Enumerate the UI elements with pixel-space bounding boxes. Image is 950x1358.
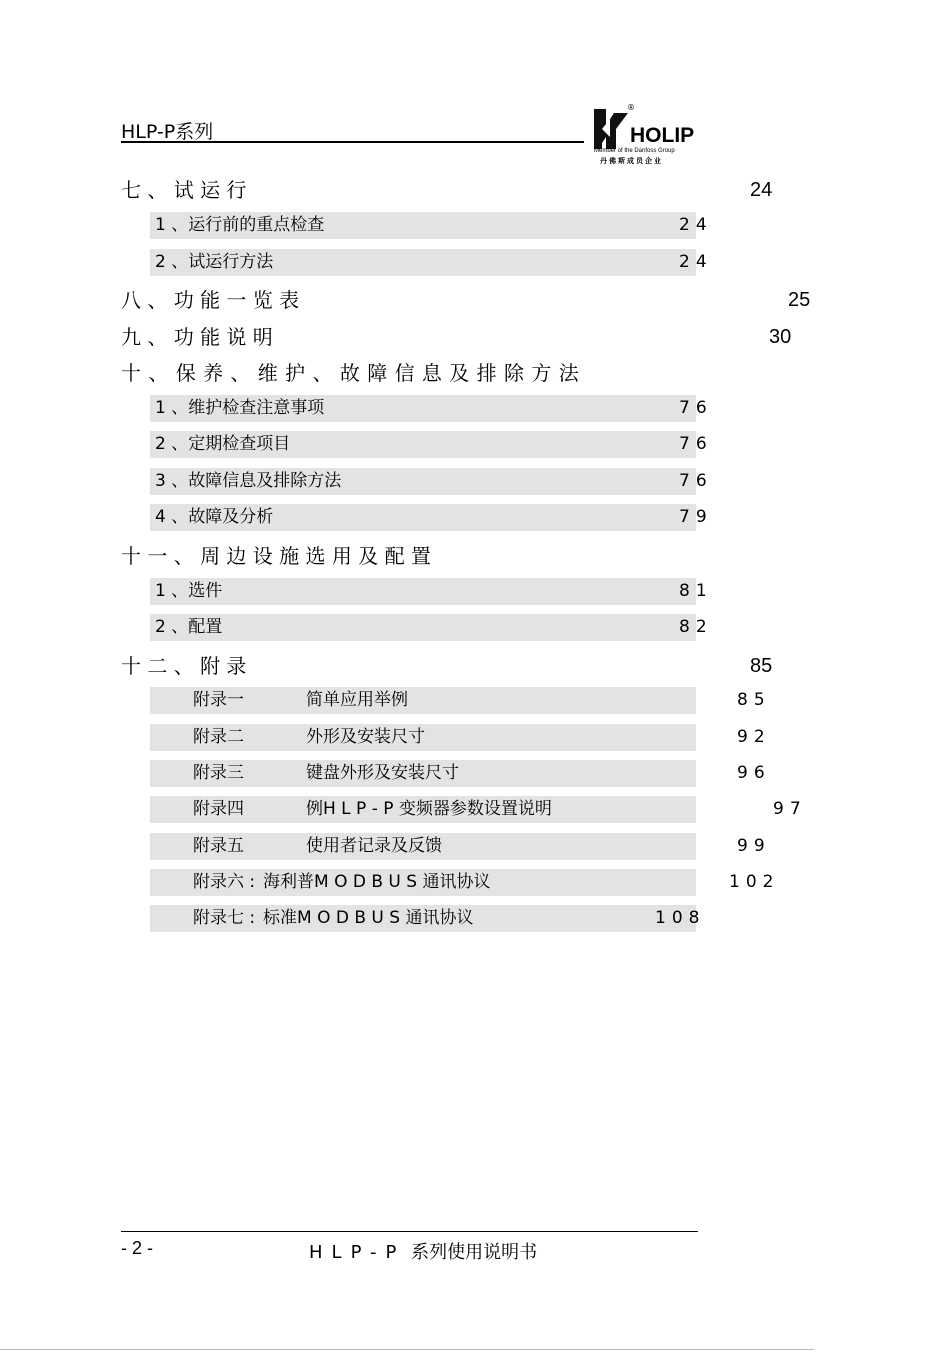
toc-appendix-row-1[interactable]	[150, 687, 696, 714]
toc-chapter-11-title[interactable]: 十 一 、 周 边 设 施 选 用 及 配 置	[121, 544, 431, 568]
toc-row-page: 24	[679, 252, 713, 272]
toc-row-10-4[interactable]	[150, 504, 713, 531]
logo-tagline: Member of the Danfoss Group	[594, 148, 675, 154]
appendix-page: 108	[655, 908, 706, 928]
appendix-name: 标准M O D B U S 通讯协议	[263, 908, 474, 928]
toc-appendix-row-3[interactable]	[150, 760, 696, 787]
page-bottom-edge	[0, 1349, 814, 1350]
toc-appendix-row-2[interactable]	[150, 724, 696, 751]
appendix-tag: 附录二	[193, 727, 244, 747]
footer-series: HLP-P	[309, 1242, 406, 1263]
toc-row-10-3[interactable]	[150, 468, 713, 495]
toc-row-10-1[interactable]	[150, 395, 713, 422]
toc-row-10-2[interactable]	[150, 431, 713, 458]
toc-row-11-2[interactable]	[150, 614, 713, 641]
toc-row-label: 2 、配置	[155, 617, 223, 637]
toc-row-label: 1 、维护检查注意事项	[155, 398, 325, 418]
toc-row-page: 82	[679, 617, 713, 637]
appendix-page: 85	[737, 690, 771, 710]
toc-row-7-1[interactable]	[150, 212, 713, 239]
toc-row-11-1[interactable]	[150, 578, 713, 605]
appendix-name: 简单应用举例	[306, 690, 408, 710]
toc-row-label: 1 、运行前的重点检查	[155, 215, 325, 235]
appendix-page: 92	[737, 727, 771, 747]
toc-row-page: 76	[679, 471, 713, 491]
footer-title-text: 系列使用说明书	[411, 1242, 538, 1263]
toc-row-page: 79	[679, 507, 713, 527]
footer-page-number: - 2 -	[121, 1238, 154, 1258]
logo-wordmark: HOLIP	[630, 124, 695, 147]
toc-chapter-8-page: 25	[788, 289, 811, 311]
toc-chapter-10-title[interactable]: 十 、 保 养 、 维 护 、 故 障 信 息 及 排 除 方 法	[121, 361, 580, 385]
appendix-tag: 附录六 :	[193, 872, 256, 892]
header-rule	[121, 141, 584, 143]
footer-manual-title	[309, 1238, 537, 1264]
toc-row-label: 2 、试运行方法	[155, 252, 274, 272]
toc-chapter-12-title[interactable]: 十 二 、 附 录	[121, 654, 247, 678]
appendix-tag: 附录五	[193, 836, 244, 856]
appendix-tag: 附录三	[193, 763, 244, 783]
holip-logo-mark-icon	[592, 107, 632, 151]
appendix-tag: 附录四	[193, 799, 244, 819]
footer-rule	[121, 1231, 698, 1232]
document-header-title: HLP-P系列	[121, 121, 214, 143]
toc-chapter-7-page: 24	[750, 179, 773, 201]
toc-appendix-row-6[interactable]	[150, 869, 696, 896]
appendix-name: 例H L P - P 变频器参数设置说明	[306, 799, 552, 819]
toc-row-page: 76	[679, 434, 713, 454]
appendix-name: 外形及安装尺寸	[306, 727, 425, 747]
toc-appendix-row-7[interactable]	[150, 905, 706, 932]
toc-chapter-9-title[interactable]: 九 、 功 能 说 明	[121, 325, 273, 349]
appendix-page: 97	[773, 799, 807, 819]
appendix-tag: 附录七 :	[193, 908, 256, 928]
toc-row-page: 24	[679, 215, 713, 235]
toc-row-page: 81	[679, 581, 713, 601]
toc-row-label: 3 、故障信息及排除方法	[155, 471, 342, 491]
toc-row-7-2[interactable]	[150, 249, 713, 276]
toc-row-label: 2 、定期检查项目	[155, 434, 291, 454]
toc-appendix-row-5[interactable]	[150, 833, 696, 860]
toc-row-label: 4 、故障及分析	[155, 507, 274, 527]
toc-chapter-12-page: 85	[750, 655, 773, 677]
toc-row-label: 1 、选件	[155, 581, 223, 601]
toc-chapter-7-title[interactable]: 七 、 试 运 行	[121, 178, 247, 202]
logo-registered-mark: ®	[627, 103, 635, 112]
appendix-name: 键盘外形及安装尺寸	[306, 763, 459, 783]
appendix-page: 102	[729, 872, 780, 892]
toc-appendix-row-4[interactable]	[150, 796, 696, 823]
logo-tagline-cn: 丹佛斯成员企业	[600, 157, 663, 165]
toc-chapter-8-title[interactable]: 八 、 功 能 一 览 表	[121, 288, 300, 312]
appendix-page: 96	[737, 763, 771, 783]
appendix-name: 使用者记录及反馈	[306, 836, 442, 856]
toc-row-page: 76	[679, 398, 713, 418]
appendix-name: 海利普M O D B U S 通讯协议	[263, 872, 491, 892]
toc-chapter-9-page: 30	[769, 326, 792, 348]
appendix-page: 99	[737, 836, 771, 856]
appendix-tag: 附录一	[193, 690, 244, 710]
